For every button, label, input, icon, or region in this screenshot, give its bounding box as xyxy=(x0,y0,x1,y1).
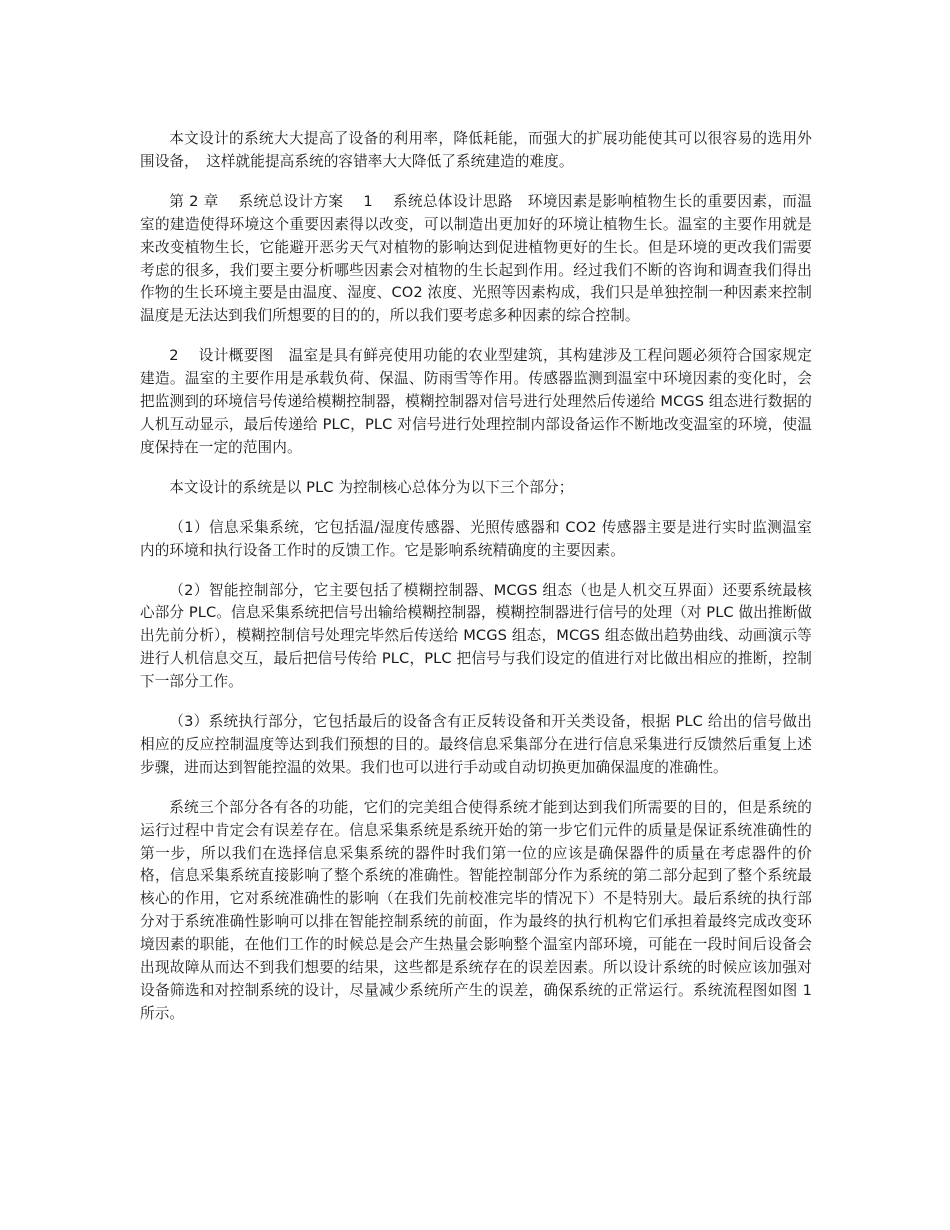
paragraph-part-3-execution: （3）系统执行部分，它包括最后的设备含有正反转设备和开关类设备，根据 PLC 给出的信号做出相应的反应控制温度等达到我们预想的目的。最终信息采集部分在进行信息采集进行反馈然后重复上述步骤，进而达到智能控温的效果。我们也可以进行手动或自动切换更加确保温度的准确性。 xyxy=(140,713,812,776)
paragraph-part-1-acquisition: （1）信息采集系统，它包括温/湿度传感器、光照传感器和 CO2 传感器主要是进行实时监测温室内的环境和执行设备工作时的反馈工作。它是影响系统精确度的主要因素。 xyxy=(140,518,812,559)
paragraph-chapter-2-design-approach: 第 2 章 系统总设计方案 1 系统总体设计思路 环境因素是影响植物生长的重要因素，而温室的建造使得环境这个重要因素得以改变，可以制造出更加好的环境让植物生长。温室的主要作用就是来改变植物生长，它能避开恶劣天气对植物的影响达到促进植物更好的生长。但是环境的更改我们需要考虑的很多，我们要主要分析哪些因素会对植物的生长起到作用。经过我们不断的咨询和调查我们得出作物的生长环境主要是由温度、湿度、CO2 浓度、光照等因素构成，我们只是单独控制一种因素来控制温度是无法达到我们所想要的目的的，所以我们要考虑多种因素的综合控制。 xyxy=(140,192,812,325)
paragraph-error-analysis: 系统三个部分各有各的功能，它们的完美组合使得系统才能到达到我们所需要的目的，但是系统的运行过程中肯定会有误差存在。信息采集系统是系统开始的第一步它们元件的质量是保证系统准确性的第一步，所以我们在选择信息采集系统的器件时我们第一位的应该是确保器件的质量在考虑器件的价格，信息采集系统直接影响了整个系统的准确性。智能控制部分作为系统的第二部分起到了整个系统最核心的作用，它对系统准确性的影响（在我们先前校准完毕的情况下）不是特别大。最后系统的执行部分对于系统准确性影响可以排在智能控制系统的前面，作为最终的执行机构它们承担着最终完成改变环境因素的职能，在他们工作的时候总是会产生热量会影响整个温室内部环境，可能在一段时间后设备会出现故障从而达不到我们想要的结果，这些都是系统存在的误差因素。所以设计系统的时候应该加强对设备筛选和对控制系统的设计，尽量减少系统所产生的误差，确保系统的正常运行。系统流程图如图 1 所示。 xyxy=(140,798,812,1022)
document-page xyxy=(140,128,812,1043)
paragraph-intro: 本文设计的系统大大提高了设备的利用率，降低耗能，而强大的扩展功能使其可以很容易的选用外围设备， 这样就能提高系统的容错率大大降低了系统建造的难度。 xyxy=(140,130,812,170)
paragraph-design-overview: 2 设计概要图 温室是具有鲜亮使用功能的农业型建筑，其构建涉及工程问题必须符合国家规定建造。温室的主要作用是承载负荷、保温、防雨雪等作用。传感器监测到温室中环境因素的变化时，会把监测到的环境信号传递给模糊控制器，模糊控制器对信号进行处理然后传递给 MCGS 组态进行数据的人机互动显示，最后传递给 PLC，PLC 对信号进行处理控制内部设备运作不断地改变温室的环境，使温度保持在一定的范围内。 xyxy=(140,347,812,456)
paragraph-system-parts-intro: 本文设计的系统是以 PLC 为控制核心总体分为以下三个部分； xyxy=(169,478,574,496)
paragraph-part-2-control: （2）智能控制部分，它主要包括了模糊控制器、MCGS 组态（也是人机交互界面）还要系统最核心部分 PLC。信息采集系统把信号出输给模糊控制器，模糊控制器进行信号的处理（对 PLC 做出推断做出先前分析），模糊控制信号处理完毕然后传送给 MCGS 组态，MCGS 组态做出趋势曲线、动画演示等进行人机信息交互，最后把信号传给 PLC，PLC 把信号与我们设定的值进行对比做出相应的推断，控制下一部分工作。 xyxy=(140,581,812,691)
